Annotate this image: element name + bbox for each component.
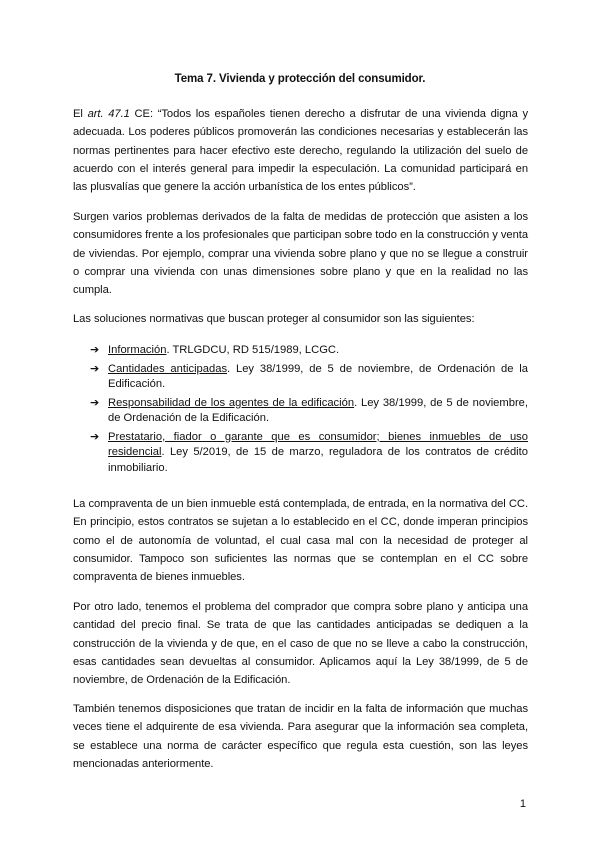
paragraph-prefix: El	[73, 108, 88, 120]
arrow-bullet-icon: ➔	[90, 362, 100, 375]
list-item	[90, 362, 528, 393]
list-item	[90, 343, 528, 359]
arrow-bullet-icon: ➔	[90, 430, 100, 443]
arrow-bullet-icon: ➔	[90, 396, 100, 409]
paragraph-constitution-article	[73, 105, 528, 196]
article-reference: art. 47.1	[87, 108, 130, 120]
article-quote: CE: “Todos los españoles tienen derecho a disfrutar de una vivienda digna y adecuada. Los poderes públicos promoverán las condiciones necesarias y establecerán las normas pertinentes para hacer efectivo este derecho, regulando la utilización del suelo de acuerdo con el interés general para impedir la especulación. La comunidad participará en las plusvalías que genere la acción urbanística de los entes públicos”.	[73, 108, 529, 194]
paragraph-text: La compraventa de un bien inmueble está contemplada, de entrada, en la normativa del CC. En principio, estos contratos se sujetan a lo establecido en el CC, donde imperan principios como el de autonomía de voluntad, el cual casa mal con la necesidad de proteger al consumidor. Tampoco son suficientes las normas que se contemplan en el CC sobre compraventa de bienes inmuebles.	[73, 498, 528, 584]
page-title: Tema 7. Vivienda y protección del consumidor.	[174, 73, 426, 85]
list-item	[90, 430, 528, 477]
list-item-label: Información	[108, 344, 167, 356]
paragraph-text: Surgen varios problemas derivados de la falta de medidas de protección que asisten a los consumidores frente a los profesionales que participan sobre todo en la construcción y venta de viviendas. Por ejemplo, comprar una vivienda sobre plano y que no se llegue a construir o comprar una vivienda con unas dimensiones sobre plano y que en la realidad no las cumpla.	[73, 211, 528, 297]
list-item-text: . Ley 38/1999, de 5 de noviembre, de Ordenación de la Edificación.	[108, 396, 528, 424]
paragraph-text	[73, 105, 528, 196]
paragraph-text: Las soluciones normativas que buscan proteger al consumidor son las siguientes:	[73, 313, 475, 325]
page-number: 1	[519, 798, 526, 810]
list-item-text: . TRLGDCU, RD 515/1989, LCGC.	[166, 344, 340, 356]
paragraph-civil-code	[73, 495, 528, 586]
paragraph-advance-payments	[73, 598, 528, 689]
paragraph-problems	[73, 208, 528, 299]
list-item-text: . Ley 38/1999, de 5 de noviembre, de Ordenación de la Edificación.	[108, 362, 528, 390]
list-item	[90, 396, 528, 427]
list-item-label: Responsabilidad de los agentes de la edificación	[108, 396, 355, 409]
paragraph-text: También tenemos disposiciones que tratan de incidir en la falta de información que muchas veces tiene el adquirente de esa vivienda. Para asegurar que la información sea completa, se establece una norma de carácter específico que regula esta cuestión, son las leyes mencionadas anteriormente.	[73, 703, 528, 770]
list-item-label: Prestatario, fiador o garante que es consumidor; bienes inmuebles de uso residencial	[108, 430, 528, 458]
list-item-label: Cantidades anticipadas	[108, 362, 228, 375]
paragraph-text: Por otro lado, tenemos el problema del comprador que compra sobre plano y anticipa una cantidad del precio final. Se trata de que las cantidades anticipadas se dediquen a la construcción de la vivienda y de que, en el caso de que no se lleve a cabo la construcción, esas cantidades sean devueltas al consumidor. Aplicamos aquí la Ley 38/1999, de 5 de noviembre, de Ordenación de la Edificación.	[73, 601, 528, 687]
arrow-bullet-icon: ➔	[90, 344, 100, 356]
solutions-list	[90, 343, 528, 479]
list-item-text: . Ley 5/2019, de 15 de marzo, reguladora de los contratos de crédito inmobiliario.	[108, 446, 528, 474]
paragraph-information	[73, 700, 528, 773]
paragraph-solutions-intro	[73, 310, 528, 328]
